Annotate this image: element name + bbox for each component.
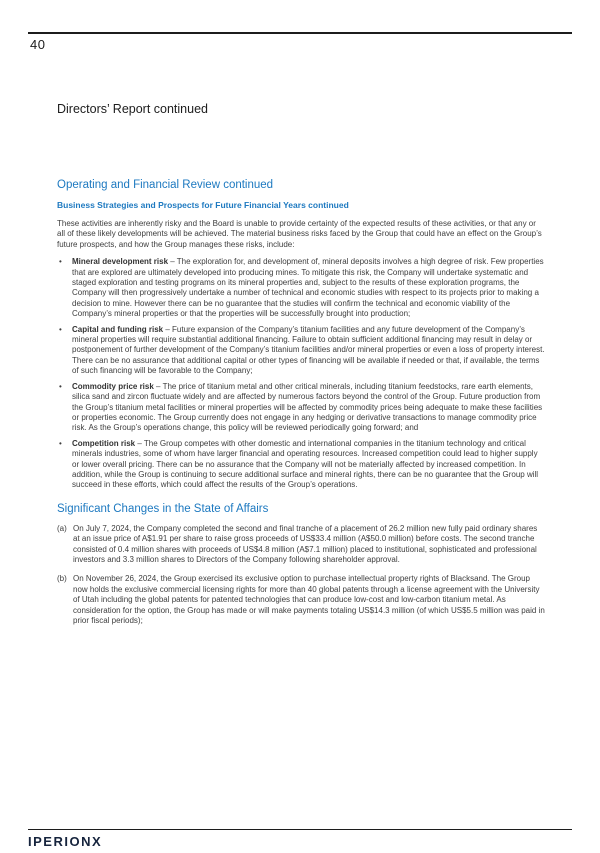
section-heading-operating-review: Operating and Financial Review continued <box>57 179 274 191</box>
risk-description: – The Group competes with other domestic and international companies in the titanium technology and critical minerals industries, some of whom have larger financial and operating resources. Increased competition could lead to higher supply or lower overall pricing. There can be no assurance that the Company will not be materially affected by increased competition. In addition, while the Group is continuing to secure additional surface and mineral rights, there can be no guarantee that the Group will succeed in these efforts, which could affect the results of the Group’s operations. <box>72 438 539 490</box>
iperionx-logo: IPERIONX <box>28 834 103 849</box>
risk-name: Competition risk <box>72 438 136 448</box>
list-item-competition-risk <box>57 439 545 491</box>
section-heading-significant-changes: Significant Changes in the State of Affairs <box>57 502 269 515</box>
list-item-mineral-development-risk <box>57 257 545 319</box>
risk-name: Mineral development risk <box>72 257 169 267</box>
risk-description: – The exploration for, and development of, mineral deposits involves a high degree of risk. Few properties that are explored are ultimately developed into producing mines. To mitigate this risk, the Company will undertake systematic and staged exploration and testing programs on its mineral properties and, subject to the results of these exploration programs, the Company will then progressively undertake a number of technical and economic studies with respect to its projects prior to making a decision to mine. However there can be no guarantee that the studies will confirm the technical and economic viability of the Company’s mineral properties or that the properties will be successfully brought into production; <box>72 257 544 319</box>
risk-name: Commodity price risk <box>72 381 154 391</box>
item-text: On November 26, 2024, the Group exercised its exclusive option to purchase intellectual property rights of Blacksand. The Group now holds the exclusive commercial licensing rights for more than 40 global patents through a license agreement with the University of Utah including the global patents for patented technologies that can produce low-cost and low-carbon titanium metal. As consideration for the option, the Group has made or will make payments totaling US$14.3 million (of which US$5.5 million was paid in prior fiscal periods); <box>73 574 545 625</box>
report-title: Directors’ Report continued <box>57 102 208 116</box>
intro-paragraph: These activities are inherently risky and the Board is unable to provide certainty of the expected results of these activities, or that any or all of these likely developments will be achieved. The material business risks faced by the Group that could have an effect on the Group’s future prospects, and how the Group manages these risks, include: <box>57 219 542 249</box>
list-item-capital-funding-risk <box>57 325 545 377</box>
risk-name: Capital and funding risk <box>72 324 164 334</box>
item-label: (b) <box>57 574 67 584</box>
risk-description: – Future expansion of the Company’s titanium facilities and any future development of the Company’s mineral properties will require substantial additional financing. Failure to obtain sufficient additional financing may result in delay or postponement of further development of the Company’s titanium facilities and/or mineral properties or even a loss of property interest. There can be no assurance that additional capital or other types of financing will be available if needed or that, if available, the terms of such financing will be favorable to the Company; <box>72 324 545 376</box>
footer-rule <box>28 829 572 830</box>
top-rule <box>28 32 572 34</box>
page-content <box>57 102 545 626</box>
subsection-heading-business-strategies: Business Strategies and Prospects for Future Financial Years continued <box>57 200 349 210</box>
item-text: On July 7, 2024, the Company completed the second and final tranche of a placement of 26.2 million new fully paid ordinary shares at an issue price of A$1.91 per share to raise gross proceeds of US$33.4 million (A$50.0 million) before costs. The second tranche consisted of 0.4 million shares with proceeds of US$4.8 million (A$7.1 million) placed to institutional, sophisticated and professional investors and 3.3 million shares to Directors of the Company following shareholder approval. <box>73 523 538 564</box>
risk-list <box>57 257 545 491</box>
page-number: 40 <box>30 37 46 52</box>
list-item-commodity-price-risk <box>57 382 545 434</box>
list-item-change-b <box>57 574 545 626</box>
item-label: (a) <box>57 523 67 533</box>
list-item-change-a <box>57 524 545 566</box>
page-footer <box>0 829 600 853</box>
risk-description: – The price of titanium metal and other critical minerals, including titanium feedstocks, rare earth elements, silica sand and zircon fluctuate widely and are affected by numerous factors beyond the control of the Group. Future production from the Group’s titanium metal facilities or mineral properties will be affected by commodity prices being adequate to make these facilities or properties economic. The Group currently does not engage in any hedging or derivative transactions to manage commodity price risk. As the Group’s operations change, this policy will be reviewed periodically going forward; and <box>72 381 543 433</box>
